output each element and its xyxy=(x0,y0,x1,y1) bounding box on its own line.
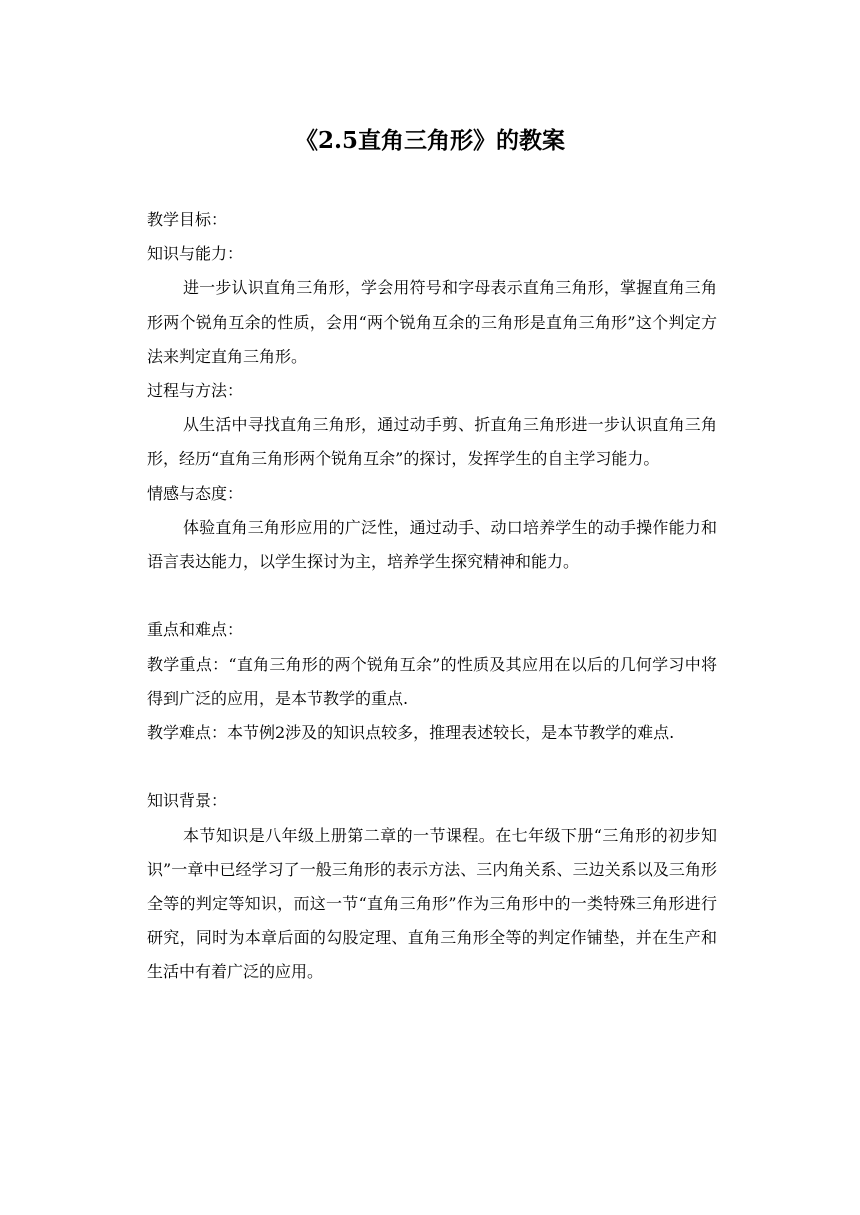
blank-line xyxy=(147,750,717,784)
knowledge-heading: 知识与能力： xyxy=(147,244,244,264)
knowledge-paragraph: 进一步认识直角三角形，学会用符号和字母表示直角三角形，掌握直角三角形两个锐角互余的性质，会用“两个锐角互余的三角形是直角三角形”这个判定方法来判定直角三角形。 xyxy=(147,278,717,366)
emotion-heading: 情感与态度： xyxy=(147,483,244,503)
difficulty-paragraph: 教学难点：本节例2涉及的知识点较多，推理表述较长，是本节教学的难点. xyxy=(147,723,675,743)
background-paragraph: 本节知识是八年级上册第二章的一节课程。在七年级下册“三角形的初步知识”一章中已经学习了一般三角形的表示方法、三内角关系、三边关系以及三角形全等的判定等知识，而这一节“直角三角形”作为三角形中的一类特殊三角形进行研究，同时为本章后面的勾股定理、直角三角形全等的判定作铺垫，并在生产和生活中有着广泛的应用。 xyxy=(147,825,717,982)
document-body xyxy=(147,203,717,990)
objectives-heading: 教学目标： xyxy=(147,210,228,229)
background-heading: 知识背景： xyxy=(147,791,228,811)
process-paragraph: 从生活中寻找直角三角形，通过动手剪、折直角三角形进一步认识直角三角形，经历“直角三角形两个锐角互余”的探讨，发挥学生的自主学习能力。 xyxy=(147,415,717,469)
document-title: 《2.5直角三角形》的教案 xyxy=(294,127,565,154)
key-point-paragraph: 教学重点：“直角三角形的两个锐角互余”的性质及其应用在以后的几何学习中将得到广泛的应用，是本节教学的重点. xyxy=(147,654,717,708)
key-points-heading: 重点和难点： xyxy=(147,620,244,640)
process-heading: 过程与方法： xyxy=(147,381,244,401)
blank-line xyxy=(147,579,717,613)
emotion-paragraph: 体验直角三角形应用的广泛性，通过动手、动口培养学生的动手操作能力和语言表达能力，以学生探讨为主，培养学生探究精神和能力。 xyxy=(147,517,717,572)
